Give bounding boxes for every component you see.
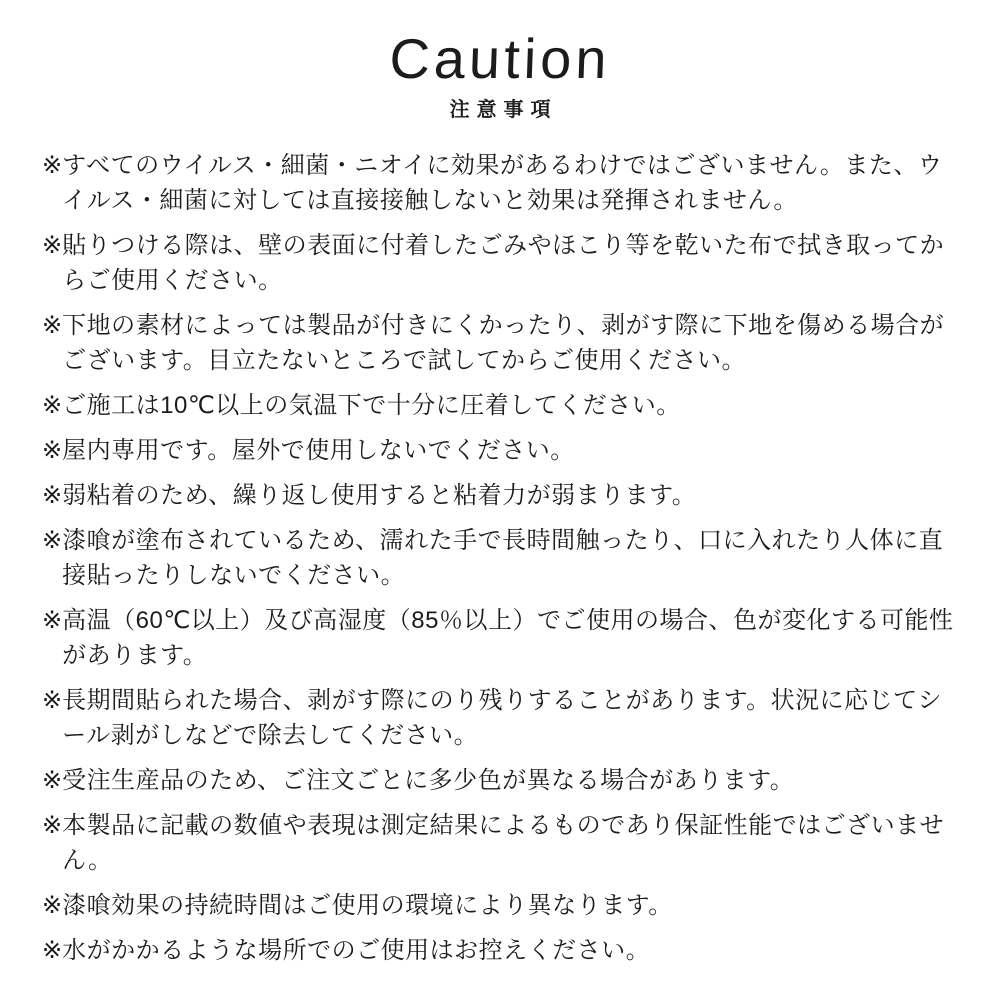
item-marker: ※ <box>42 436 63 464</box>
caution-item <box>42 433 958 468</box>
item-text: 屋内専用です。屋外で使用しないでください。 <box>62 436 575 464</box>
item-marker: ※ <box>42 151 63 179</box>
caution-item <box>42 388 958 423</box>
item-marker: ※ <box>42 481 63 509</box>
item-marker: ※ <box>42 686 63 714</box>
item-text: 漆喰効果の持続時間はご使用の環境により異なります。 <box>62 891 673 919</box>
caution-item <box>42 933 958 968</box>
item-marker: ※ <box>42 891 63 919</box>
item-text: 水がかかるような場所でのご使用はお控えください。 <box>62 936 651 964</box>
item-text: 弱粘着のため、繰り返し使用すると粘着力が弱まります。 <box>62 481 697 509</box>
item-text: 本製品に記載の数値や表現は測定結果によるものであり保証性能ではございません。 <box>62 811 945 874</box>
item-marker: ※ <box>42 936 63 964</box>
item-text: ご施工は10℃以上の気温下で十分に圧着してください。 <box>62 391 681 419</box>
page-header <box>42 27 958 122</box>
item-text: 下地の素材によっては製品が付きにくかったり、剥がす際に下地を傷める場合がございます。目立たないところで試してからご使用ください。 <box>62 311 945 374</box>
item-text: すべてのウイルス・細菌・ニオイに効果があるわけではございません。また、ウイルス・細菌に対しては直接接触しないと効果は発揮されません。 <box>62 151 943 214</box>
caution-item <box>42 683 958 753</box>
item-text: 高温（60℃以上）及び高湿度（85％以上）でご使用の場合、色が変化する可能性があります。 <box>62 606 954 669</box>
item-marker: ※ <box>42 526 63 554</box>
item-marker: ※ <box>42 811 63 839</box>
caution-list <box>42 148 958 968</box>
caution-item <box>42 523 958 593</box>
item-text: 漆喰が塗布されているため、濡れた手で長時間触ったり、口に入れたり人体に直接貼ったりしないでください。 <box>62 526 944 589</box>
page-subtitle: 注意事項 <box>449 98 558 121</box>
page-title: Caution <box>388 27 612 90</box>
item-text: 長期間貼られた場合、剥がす際にのり残りすることがあります。状況に応じてシール剥がしなどで除去してください。 <box>62 686 943 749</box>
caution-item <box>42 603 958 673</box>
caution-item <box>42 308 958 378</box>
item-marker: ※ <box>42 311 63 339</box>
caution-item <box>42 148 958 218</box>
item-marker: ※ <box>42 606 63 634</box>
caution-item <box>42 888 958 923</box>
item-text: 受注生産品のため、ご注文ごとに多少色が異なる場合があります。 <box>62 766 795 794</box>
item-marker: ※ <box>42 391 63 419</box>
caution-item <box>42 808 958 878</box>
caution-item <box>42 763 958 798</box>
item-text: 貼りつける際は、壁の表面に付着したごみやほこり等を乾いた布で拭き取ってからご使用ください。 <box>62 231 945 294</box>
item-marker: ※ <box>42 231 63 259</box>
item-marker: ※ <box>42 766 63 794</box>
caution-item <box>42 478 958 513</box>
caution-item <box>42 228 958 298</box>
